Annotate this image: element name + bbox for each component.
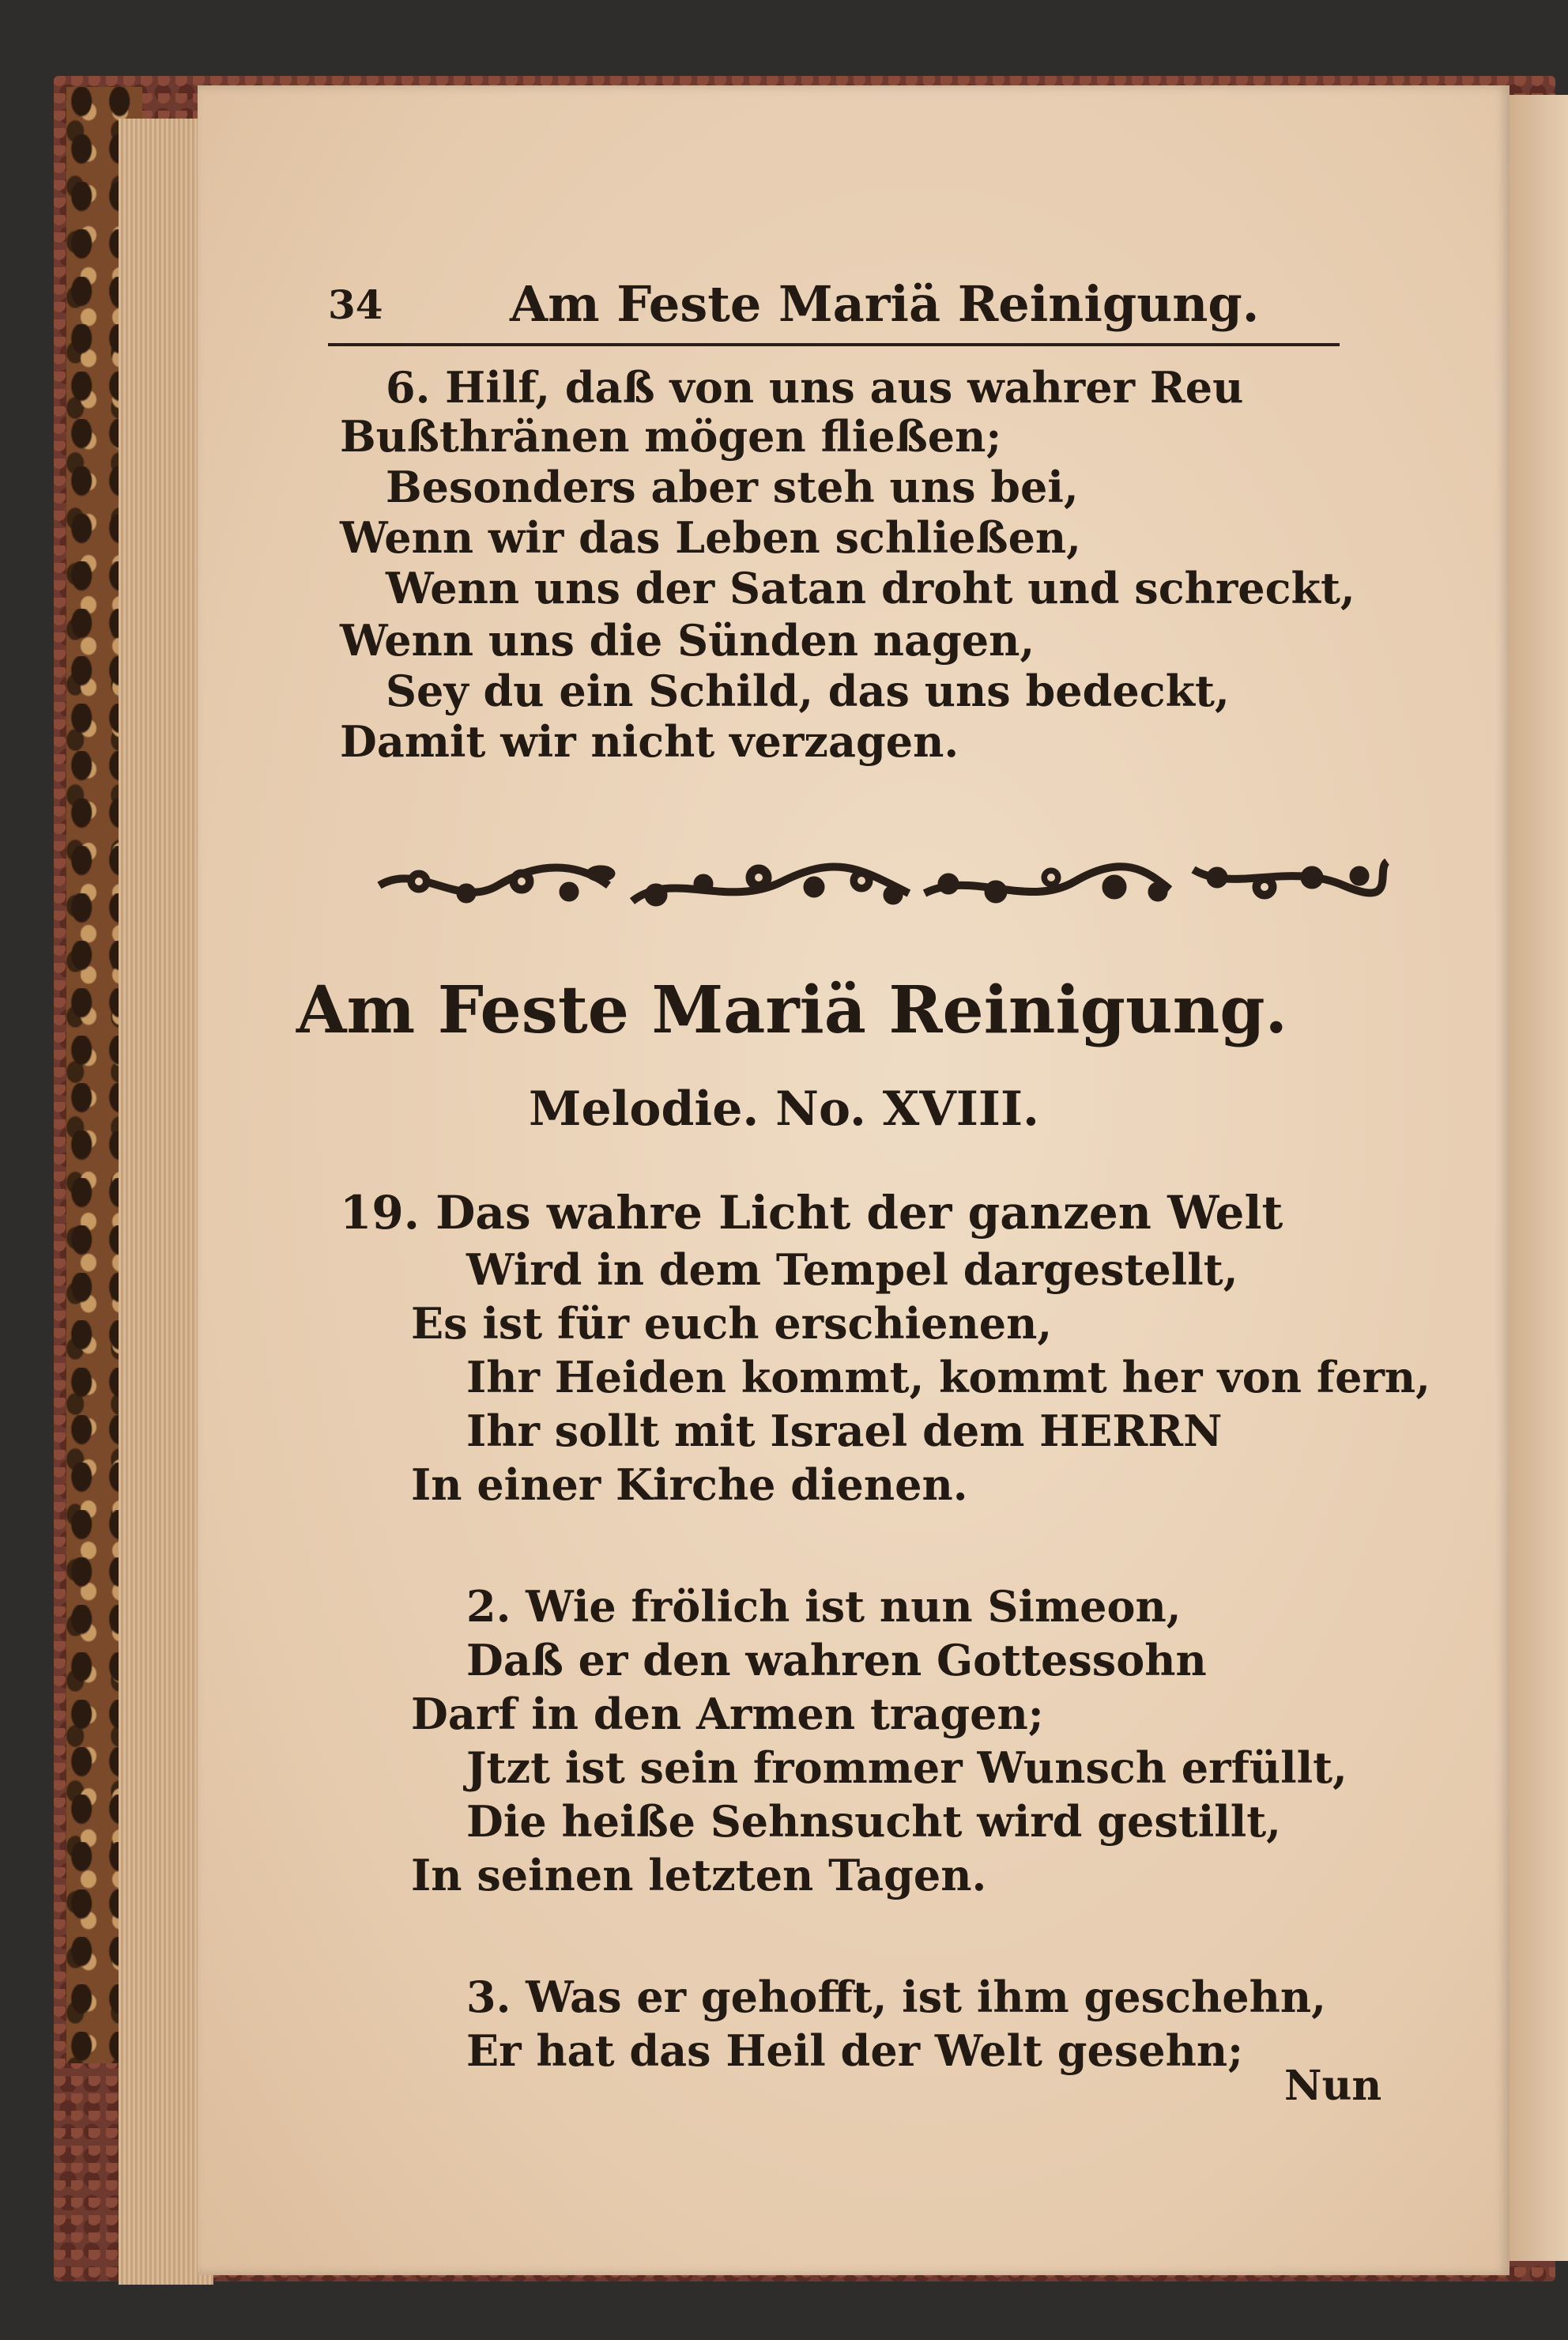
page-header [328, 275, 1340, 346]
catchword: Nun [1284, 2062, 1382, 2110]
verse-line: Wird in dem Tempel dargestellt, [466, 1244, 1238, 1295]
verse-line: 6. Hilf, daß von uns aus wahrer Reu [386, 362, 1244, 413]
verse-line: 3. Was er gehofft, ist ihm geschehn, [466, 1972, 1326, 2022]
verse-line: Bußthränen mögen fließen; [340, 411, 1002, 462]
verse-line: Wenn uns die Sünden nagen, [340, 615, 1035, 666]
verse-line: Damit wir nicht verzagen. [340, 716, 959, 767]
verse-line: Daß er den wahren Gottessohn [466, 1635, 1207, 1685]
verse-line: In seinen letzten Tagen. [411, 1850, 987, 1900]
song-title: Am Feste Mariä Reinigung. [296, 972, 1288, 1048]
verse-line: Es ist für euch erschienen, [411, 1298, 1053, 1349]
melody-reference: Melodie. No. XVIII. [529, 1081, 1039, 1137]
facing-page-edge [1508, 95, 1568, 2261]
verse-line: Die heiße Sehnsucht wird gestillt, [466, 1796, 1281, 1847]
verse-line: Jtzt ist sein frommer Wunsch erfüllt, [466, 1742, 1348, 1793]
ornament-divider [371, 846, 1391, 933]
verse-line: Darf in den Armen tragen; [411, 1689, 1044, 1739]
verse-line: Ihr Heiden kommt, kommt her von fern, [466, 1352, 1430, 1402]
verse-line: In einer Kirche dienen. [411, 1459, 968, 1510]
running-title: Am Feste Mariä Reinigung. [510, 275, 1260, 333]
verse-line: Er hat das Heil der Welt gesehn; [466, 2025, 1244, 2076]
verse-line: Sey du ein Schild, das uns bedeckt, [386, 666, 1230, 716]
verse-line: 19. Das wahre Licht der ganzen Welt [340, 1186, 1283, 1240]
verse-line: Wenn wir das Leben schließen, [340, 512, 1081, 563]
verse-line: Wenn uns der Satan droht und schreckt, [386, 563, 1355, 613]
verse-line: Besonders aber steh uns bei, [386, 462, 1079, 512]
page-number: 34 [328, 281, 383, 328]
verse-line: 2. Wie frölich ist nun Simeon, [466, 1581, 1182, 1632]
verse-line: Ihr sollt mit Israel dem HERRN [466, 1406, 1223, 1456]
